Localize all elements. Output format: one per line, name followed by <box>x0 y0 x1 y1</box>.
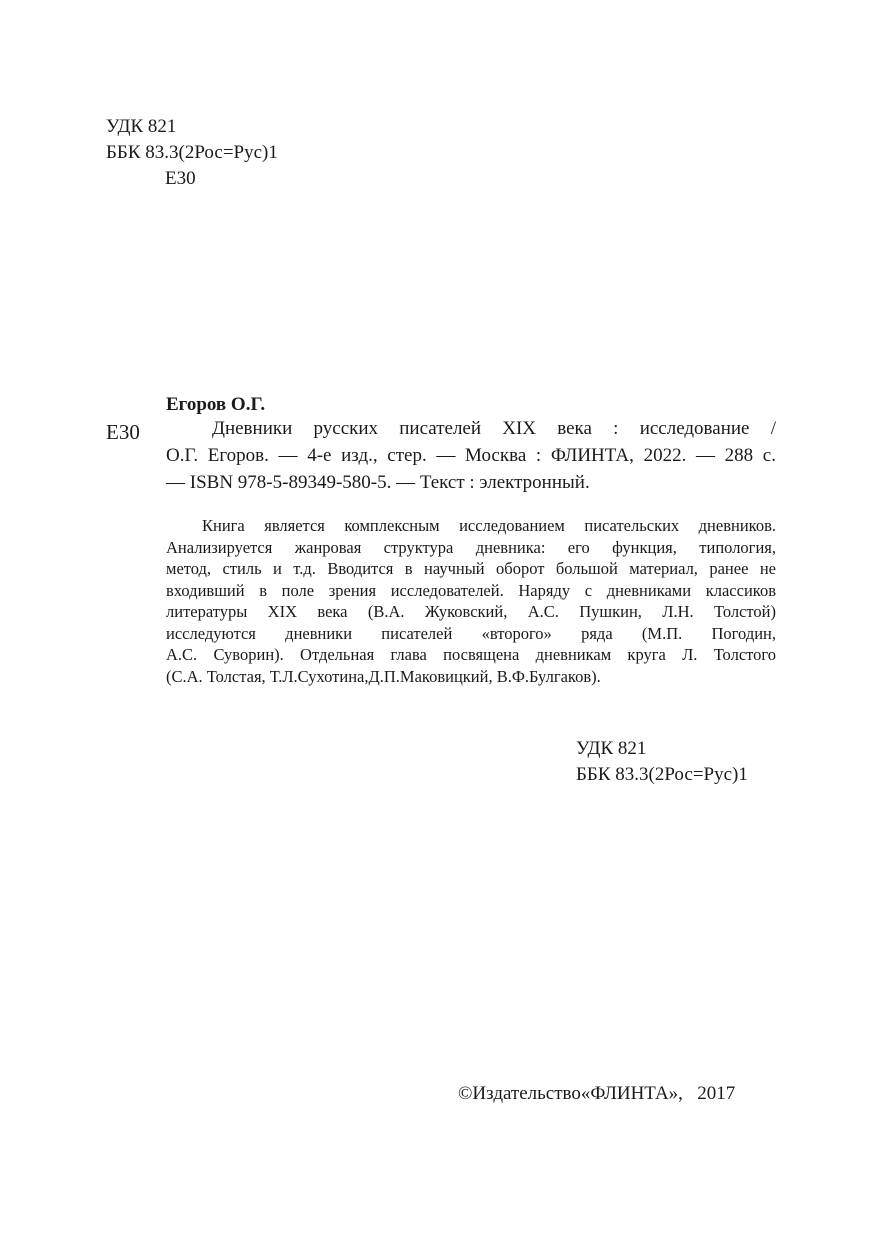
abstract <box>166 515 776 687</box>
abstract-line: Анализируется жанровая структура дневника: его функция, типология, <box>166 537 776 557</box>
abstract-line: (С.А. Толстая, Т.Л.Сухотина,Д.П.Маковицкий, В.Ф.Булгаков). <box>166 666 601 686</box>
abstract-line: литературы XIX века (В.А. Жуковский, А.С. Пушкин, Л.Н. Толстой) <box>166 602 776 621</box>
copyright-notice <box>458 1081 735 1107</box>
copyright-publisher: ©Издательство«ФЛИНТА», <box>458 1083 683 1104</box>
bibliographic-description <box>166 415 776 496</box>
bbk-code: ББК 83.3(2Рос=Рус)1 <box>106 142 278 163</box>
author-mark: Е30 <box>165 168 196 189</box>
catalog-author: Егоров О.Г. <box>166 394 266 415</box>
biblio-line: О.Г. Егоров. — 4-е изд., стер. — Москва : ФЛИНТА, 2022. — 288 с. <box>166 445 776 466</box>
catalog-author-mark: Е30 <box>106 420 140 444</box>
biblio-line: Дневники русских писателей XIX века : исследование / <box>212 418 776 439</box>
abstract-line: исследуются дневники писателей «второго» ряда (М.П. Погодин, <box>166 623 776 643</box>
abstract-line: метод, стиль и т.д. Вводится в научный оборот большой материал, ранее не <box>166 559 776 578</box>
udk-code: УДК 821 <box>106 116 177 137</box>
biblio-line: — ISBN 978-5-89349-580-5. — Текст : электронный. <box>166 472 590 493</box>
header-classification-codes <box>106 114 278 192</box>
abstract-line: Книга является комплексным исследованием писательских дневников. <box>202 516 776 535</box>
copyright-year: 2017 <box>697 1083 736 1104</box>
abstract-line: входивший в поле зрения исследователей. Наряду с дневниками классиков <box>166 580 776 600</box>
bbk-code: ББК 83.3(2Рос=Рус)1 <box>576 764 748 785</box>
udk-code: УДК 821 <box>576 738 647 759</box>
footer-classification-codes <box>576 736 748 788</box>
abstract-line: А.С. Суворин). Отдельная глава посвящена дневникам круга Л. Толстого <box>166 645 776 664</box>
